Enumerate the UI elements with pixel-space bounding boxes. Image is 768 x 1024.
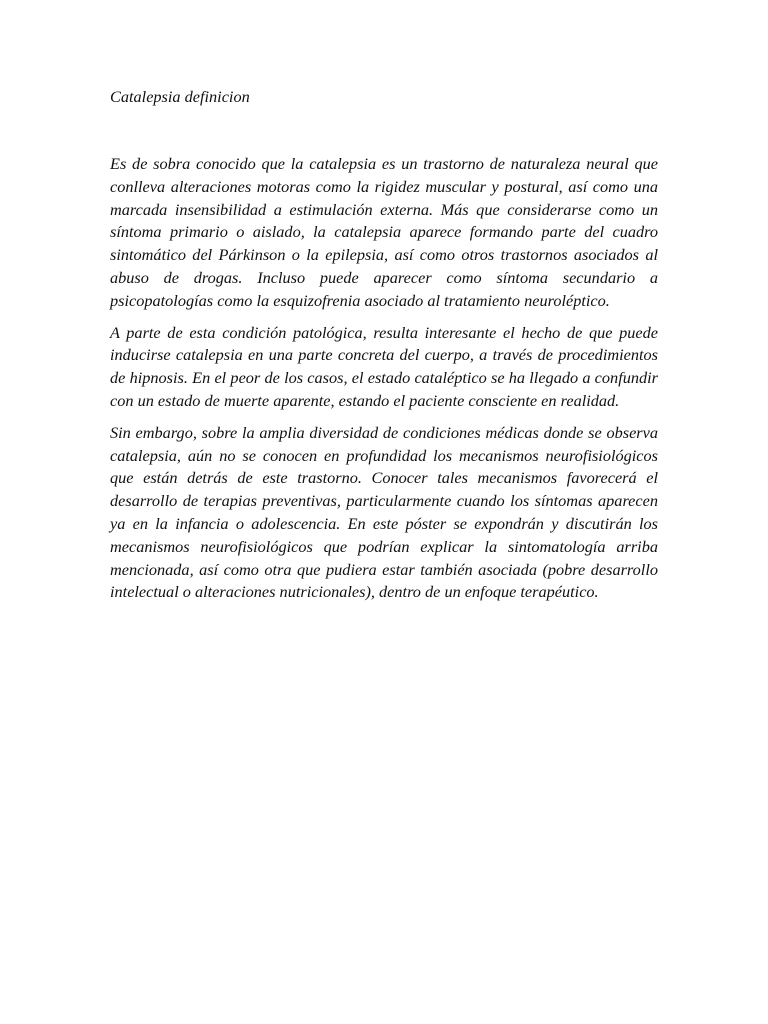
paragraph: Sin embargo, sobre la amplia diversidad de condiciones médicas donde se observa catalepsia, aún no se conocen en profundidad los mecanismos neurofisiológicos que están detrás de este trastorno. Conocer tales mecanismos favorecerá el desarrollo de terapias preventivas, particularmente cuando los síntomas aparecen ya en la infancia o adolescencia. En este póster se expondrán y discutirán los mecanismos neurofisiológicos que podrían explicar la sintomatología arriba mencionada, así como otra que pudiera estar también asociada (pobre desarrollo intelectual o alteraciones nutricionales), dentro de un enfoque terapéutico. (110, 422, 658, 602)
paragraph: A parte de esta condición patológica, resulta interesante el hecho de que puede inducirse catalepsia en una parte concreta del cuerpo, a través de procedimientos de hipnosis. En el peor de los casos, el estado cataléptico se ha llegado a confundir con un estado de muerte aparente, estando el paciente consciente en realidad. (110, 322, 658, 410)
document-body (110, 153, 658, 613)
paragraph: Es de sobra conocido que la catalepsia es un trastorno de naturaleza neural que conlleva alteraciones motoras como la rigidez muscular y postural, así como una marcada insensibilidad a estimulación externa. Más que considerarse como un síntoma primario o aislado, la catalepsia aparece formando parte del cuadro sintomático del Párkinson o la epilepsia, así como otros trastornos asociados al abuso de drogas. Incluso puede aparecer como síntoma secundario a psicopatologías como la esquizofrenia asociado al tratamiento neuroléptico. (110, 154, 658, 310)
document-title: Catalepsia definicion (110, 87, 250, 106)
